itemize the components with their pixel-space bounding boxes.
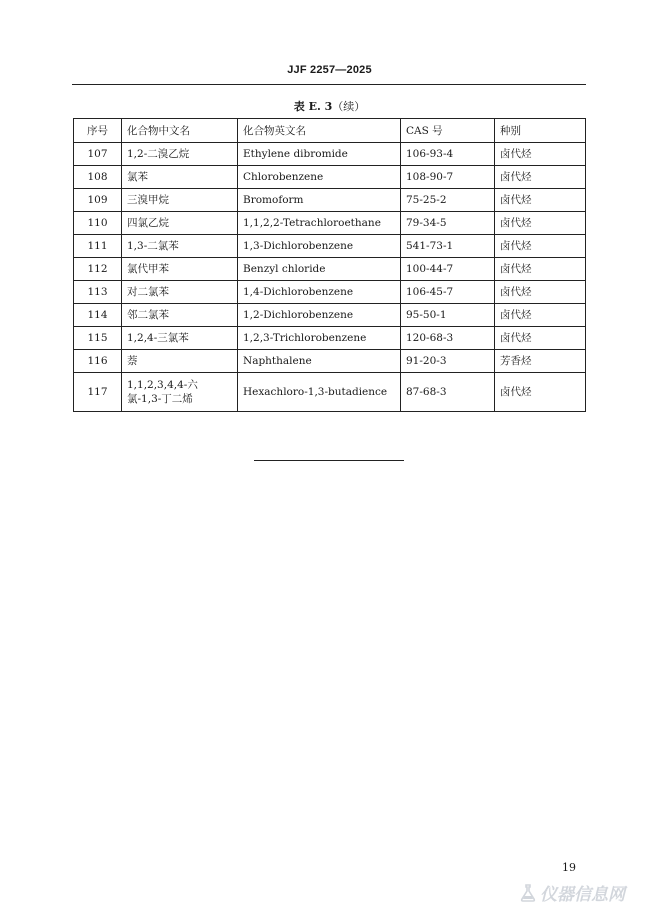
cell-cas: 541-73-1	[401, 235, 495, 258]
cell-english-name: Bromoform	[238, 189, 401, 212]
cell-serial: 107	[74, 143, 122, 166]
cell-cas: 79-34-5	[401, 212, 495, 235]
cell-english-name: Naphthalene	[238, 350, 401, 373]
cell-cas: 75-25-2	[401, 189, 495, 212]
column-header-serial: 序号	[74, 119, 122, 143]
cell-serial: 109	[74, 189, 122, 212]
cell-category: 卤代烃	[495, 166, 586, 189]
cell-chinese-name: 三溴甲烷	[122, 189, 238, 212]
standard-code-header: JJF 2257—2025	[287, 64, 372, 76]
cell-chinese-name: 对二氯苯	[122, 281, 238, 304]
cell-english-name: 1,4-Dichlorobenzene	[238, 281, 401, 304]
table-caption	[0, 98, 659, 114]
column-header-cas: CAS 号	[401, 119, 495, 143]
cell-english-name: Chlorobenzene	[238, 166, 401, 189]
cell-category: 卤代烃	[495, 304, 586, 327]
watermark	[520, 880, 625, 905]
column-header-chinese-name: 化合物中文名	[122, 119, 238, 143]
cell-chinese-name: 1,1,2,3,4,4-六氯-1,3-丁二烯	[122, 373, 238, 412]
cell-category: 卤代烃	[495, 212, 586, 235]
end-of-section-rule	[254, 460, 404, 461]
cell-serial: 111	[74, 235, 122, 258]
cell-category: 卤代烃	[495, 281, 586, 304]
cell-cas: 100-44-7	[401, 258, 495, 281]
cell-chinese-name: 氯代甲苯	[122, 258, 238, 281]
table-caption-label: 表 E. 3	[293, 100, 333, 113]
cell-serial: 116	[74, 350, 122, 373]
table-row	[74, 235, 586, 258]
cell-chinese-name: 四氯乙烷	[122, 212, 238, 235]
table-row	[74, 373, 586, 412]
column-header-english-name: 化合物英文名	[238, 119, 401, 143]
cell-category: 芳香烃	[495, 350, 586, 373]
cell-serial: 112	[74, 258, 122, 281]
table-row	[74, 143, 586, 166]
cell-serial: 108	[74, 166, 122, 189]
cell-chinese-name: 萘	[122, 350, 238, 373]
cell-english-name: 1,1,2,2-Tetrachloroethane	[238, 212, 401, 235]
table-row	[74, 281, 586, 304]
cell-english-name: 1,2-Dichlorobenzene	[238, 304, 401, 327]
cell-serial: 117	[74, 373, 122, 412]
cell-cas: 87-68-3	[401, 373, 495, 412]
cell-category: 卤代烃	[495, 235, 586, 258]
cell-serial: 113	[74, 281, 122, 304]
page-number: 19	[562, 861, 576, 874]
cell-english-name: Hexachloro-1,3-butadience	[238, 373, 401, 412]
cell-cas: 95-50-1	[401, 304, 495, 327]
watermark-text: 仪器信息网	[540, 885, 625, 905]
table-row	[74, 327, 586, 350]
cell-cas: 120-68-3	[401, 327, 495, 350]
cell-serial: 110	[74, 212, 122, 235]
table-caption-continued: （续）	[332, 100, 366, 113]
watermark-logo-icon	[520, 884, 536, 902]
cell-cas: 106-45-7	[401, 281, 495, 304]
compound-table	[73, 118, 586, 412]
cell-cas: 106-93-4	[401, 143, 495, 166]
table-row	[74, 166, 586, 189]
cell-english-name: 1,3-Dichlorobenzene	[238, 235, 401, 258]
header-divider	[72, 84, 586, 85]
table-row	[74, 189, 586, 212]
cell-category: 卤代烃	[495, 189, 586, 212]
cell-category: 卤代烃	[495, 327, 586, 350]
cell-chinese-name: 氯苯	[122, 166, 238, 189]
cell-chinese-name: 邻二氯苯	[122, 304, 238, 327]
cell-cas: 108-90-7	[401, 166, 495, 189]
cell-chinese-name: 1,2-二溴乙烷	[122, 143, 238, 166]
table-row	[74, 304, 586, 327]
cell-cas: 91-20-3	[401, 350, 495, 373]
table-header-row	[74, 119, 586, 143]
cell-english-name: Benzyl chloride	[238, 258, 401, 281]
cell-english-name: 1,2,3-Trichlorobenzene	[238, 327, 401, 350]
cell-category: 卤代烃	[495, 143, 586, 166]
table-row	[74, 258, 586, 281]
cell-chinese-name: 1,3-二氯苯	[122, 235, 238, 258]
table-row	[74, 212, 586, 235]
cell-category: 卤代烃	[495, 258, 586, 281]
cell-english-name: Ethylene dibromide	[238, 143, 401, 166]
cell-serial: 114	[74, 304, 122, 327]
cell-chinese-name: 1,2,4-三氯苯	[122, 327, 238, 350]
column-header-category: 种别	[495, 119, 586, 143]
cell-serial: 115	[74, 327, 122, 350]
table-row	[74, 350, 586, 373]
cell-category: 卤代烃	[495, 373, 586, 412]
